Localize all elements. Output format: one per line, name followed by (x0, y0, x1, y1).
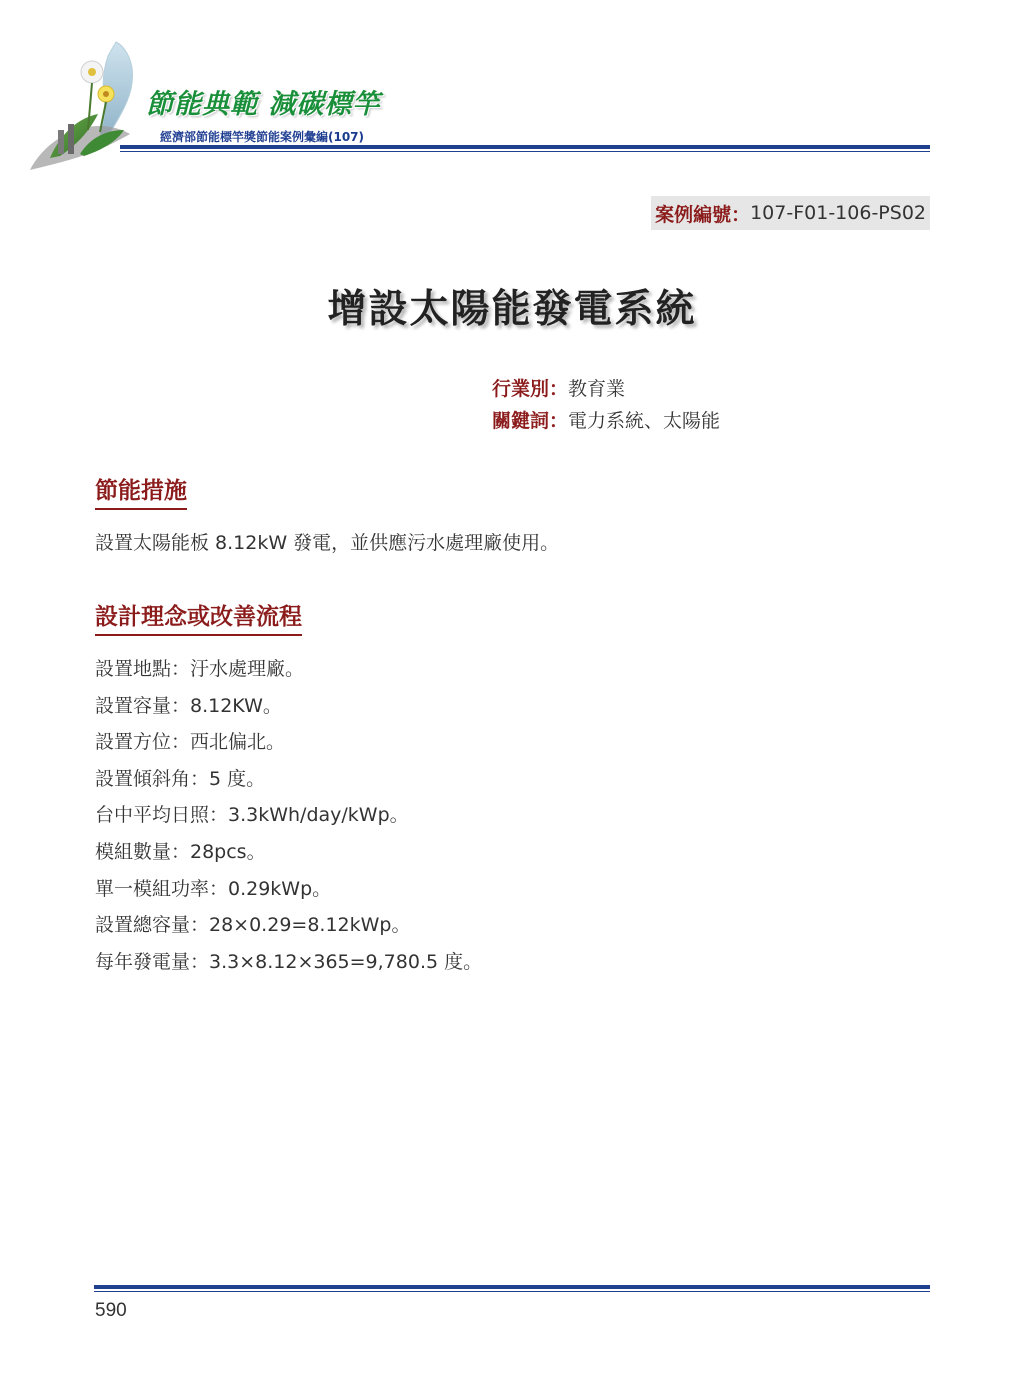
page-header (0, 0, 1024, 190)
case-number-value: 107-F01-106-PS02 (750, 202, 926, 224)
page-title: 增設太陽能發電系統 (327, 287, 697, 332)
taiwan-leaf-logo-icon (20, 38, 150, 178)
page-number: 590 (95, 1300, 127, 1321)
industry-value: 教育業 (568, 378, 626, 400)
keywords-label: 關鍵詞： (492, 410, 569, 432)
footer-rule (94, 1285, 930, 1292)
industry-row (492, 374, 625, 401)
list-item: 設置總容量：28×0.29=8.12kWp。 (95, 914, 411, 937)
list-item: 台中平均日照：3.3kWh/day/kWp。 (95, 804, 409, 827)
list-item: 單一模組功率：0.29kWp。 (95, 877, 332, 900)
case-number-box (651, 196, 930, 230)
header-rule (120, 145, 930, 152)
list-item: 每年發電量：3.3×8.12×365=9,780.5 度。 (95, 950, 483, 973)
design-list (95, 654, 482, 983)
list-item: 設置容量：8.12KW。 (95, 694, 282, 717)
section-heading-measures: 節能措施 (95, 472, 187, 510)
keywords-value: 電力系統、太陽能 (568, 410, 721, 432)
case-number-label: 案例編號： (655, 203, 751, 226)
list-item: 模組數量：28pcs。 (95, 840, 266, 863)
section-heading-design: 設計理念或改善流程 (95, 598, 302, 636)
keywords-row (492, 406, 720, 433)
brand-subtitle: 經濟部節能標竿獎節能案例彙編(107) (160, 130, 365, 144)
list-item: 設置地點：汙水處理廠。 (95, 658, 305, 680)
brand-title: 節能典範 減碳標竿 (146, 89, 381, 120)
industry-label: 行業別： (492, 378, 569, 400)
measures-text: 設置太陽能板 8.12kW 發電，並供應污水處理廠使用。 (95, 532, 560, 554)
list-item: 設置傾斜角：5 度。 (95, 767, 266, 790)
list-item: 設置方位：西北偏北。 (95, 731, 286, 754)
